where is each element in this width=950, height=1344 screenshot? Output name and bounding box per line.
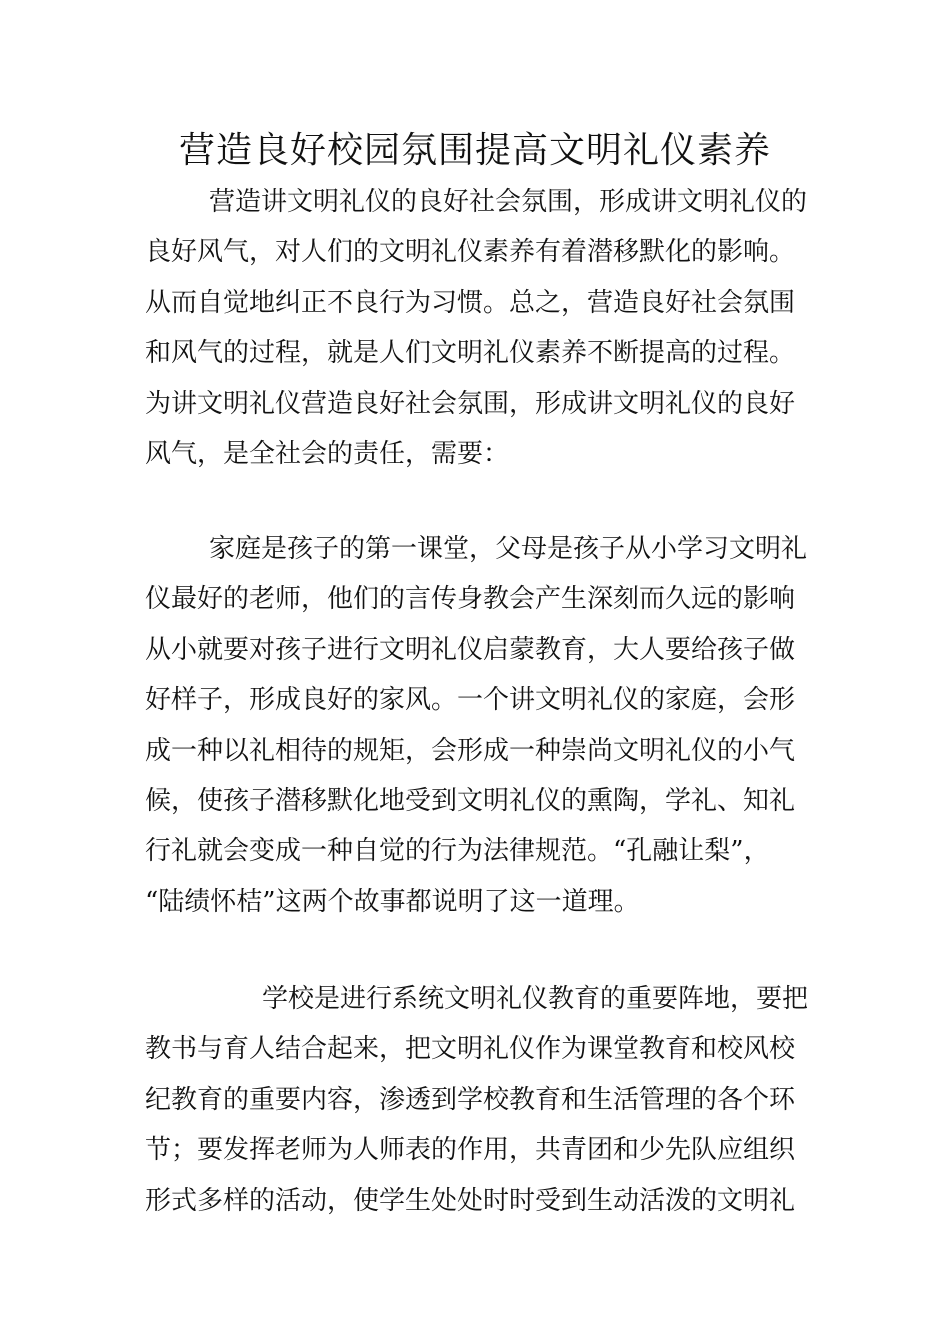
paragraph-line: 学校是进行系统文明礼仪教育的重要阵地，要把: [262, 984, 809, 1014]
paragraph-line: 行礼就会变成一种自觉的行为法律规范。“孔融让梨”，: [145, 836, 770, 867]
paragraph-line: 和风气的过程，就是人们文明礼仪素养不断提高的过程。: [145, 338, 796, 369]
paragraph-line: 形式多样的活动，使学生处处时时受到生动活泼的文明礼: [145, 1185, 796, 1216]
paragraph-line: 教书与育人结合起来，把文明礼仪作为课堂教育和校风校: [145, 1034, 796, 1065]
paragraph-line: 风气，是全社会的责任，需要：: [145, 438, 510, 469]
paragraph-line: 从而自觉地纠正不良行为习惯。总之，营造良好社会氛围: [145, 287, 796, 318]
paragraph-line: 候，使孩子潜移默化地受到文明礼仪的熏陶，学礼、知礼: [145, 785, 796, 816]
paragraph-school-education: [145, 974, 810, 1226]
paragraph-family-education: [145, 524, 810, 927]
paragraph-line: 好样子，形成良好的家风。一个讲文明礼仪的家庭，会形: [145, 685, 796, 716]
document-title: 营造良好校园氛围提高文明礼仪素养: [178, 130, 771, 171]
paragraph-line: 家庭是孩子的第一课堂，父母是孩子从小学习文明礼: [209, 534, 808, 564]
paragraph-line: “陆绩怀桔”这两个故事都说明了这一道理。: [145, 886, 640, 917]
paragraph-line: 良好风气，对人们的文明礼仪素养有着潜移默化的影响。: [145, 237, 796, 268]
paragraph-line: 节；要发挥老师为人师表的作用，共青团和少先队应组织: [145, 1135, 796, 1166]
paragraph-line: 从小就要对孩子进行文明礼仪启蒙教育，大人要给孩子做: [145, 634, 796, 665]
paragraph-line: 仪最好的老师，他们的言传身教会产生深刻而久远的影响: [145, 584, 796, 615]
paragraph-line: 为讲文明礼仪营造良好社会氛围，形成讲文明礼仪的良好: [145, 388, 796, 419]
paragraph-social-atmosphere: [145, 177, 810, 479]
paragraph-line: 营造讲文明礼仪的良好社会氛围，形成讲文明礼仪的: [209, 187, 808, 217]
paragraph-line: 纪教育的重要内容，渗透到学校教育和生活管理的各个环: [145, 1084, 796, 1115]
paragraph-line: 成一种以礼相待的规矩，会形成一种崇尚文明礼仪的小气: [145, 735, 796, 766]
